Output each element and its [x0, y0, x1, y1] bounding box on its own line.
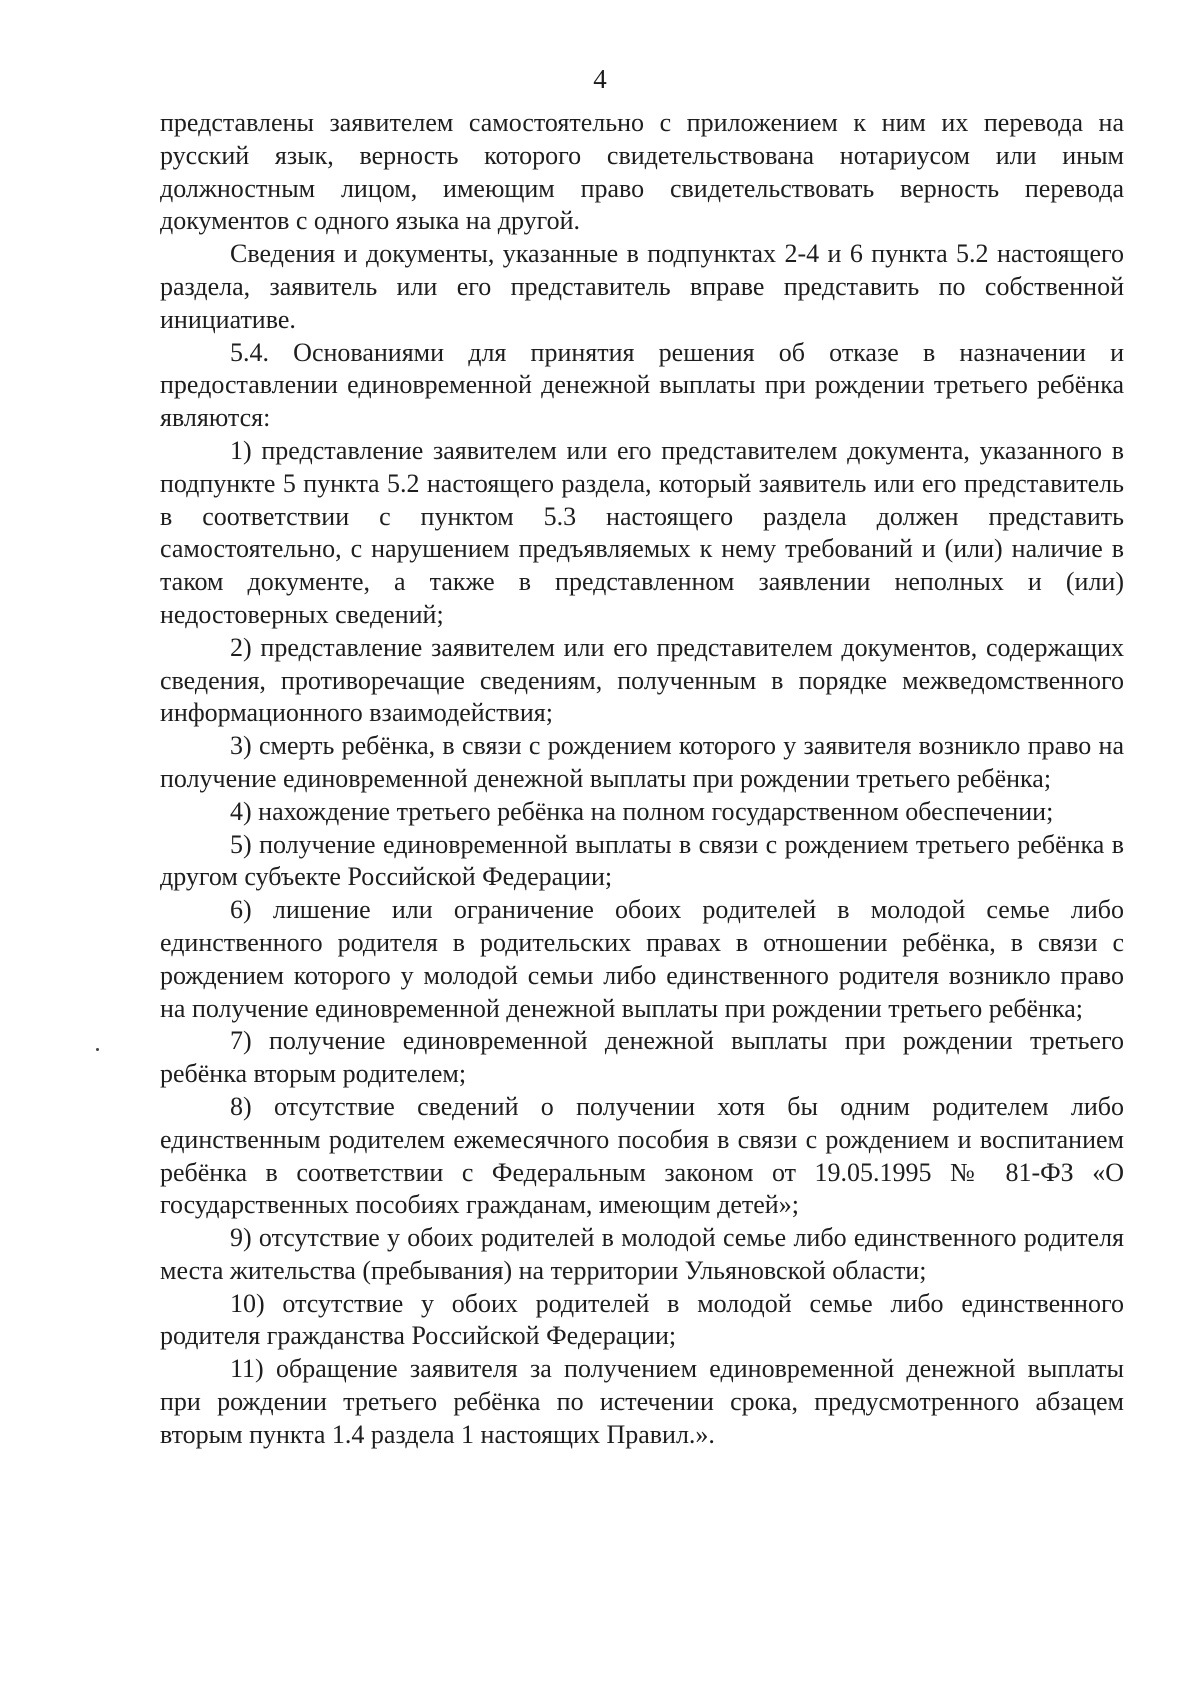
paragraph-info-documents: Сведения и документы, указанные в подпунктах 2-4 и 6 пункта 5.2 настоящего раздела, заявитель или его представитель вправе представить по собственной инициативе. — [160, 239, 1124, 334]
page-number: 4 — [593, 64, 607, 94]
list-item-3: 3) смерть ребёнка, в связи с рождением которого у заявителя возникло право на получение единовременной денежной выплаты при рождении третьего ребёнка; — [160, 731, 1124, 793]
list-item-11: 11) обращение заявителя за получением единовременной денежной выплаты при рождении третьего ребёнка по истечении срока, предусмотренного абзацем вторым пункта 1.4 раздела 1 настоящих Правил.». — [160, 1354, 1124, 1449]
list-item-7: 7) получение единовременной денежной выплаты при рождении третьего ребёнка вторым родителем; — [160, 1026, 1124, 1089]
scan-speck — [96, 1048, 99, 1051]
list-item-9: 9) отсутствие у обоих родителей в молодой семье либо единственного родителя места жительства (пребывания) на территории Ульяновской области; — [160, 1223, 1124, 1285]
list-item-2: 2) представление заявителем или его представителем документов, содержащих сведения, противоречащие сведениям, полученным в порядке межведомственного информационного взаимодействия; — [160, 632, 1124, 728]
list-item-5: 5) получение единовременной выплаты в связи с рождением третьего ребёнка в другом субъекте Российской Федерации; — [160, 829, 1124, 892]
list-item-6: 6) лишение или ограничение обоих родителей в молодой семье либо единственного родителя в родительских правах в отношении ребёнка, в связи с рождением которого у молодой семьи либо единственного родителя возникло право на получение единовременной денежной выплаты при рождении третьего ребёнка; — [160, 895, 1124, 1023]
paragraph-5-4-heading: 5.4. Основаниями для принятия решения об отказе в назначении и предоставлении единовременной денежной выплаты при рождении третьего ребёнка являются: — [160, 337, 1124, 433]
list-item-1: 1) представление заявителем или его представителем документа, указанного в подпункте 5 пункта 5.2 настоящего раздела, который заявитель или его представитель в соответствии с пунктом 5.3 настоящего раздела должен представить самостоятельно, с нарушением предъявляемых к нему требований и (или) наличие в таком документе, а также в представленном заявлении неполных и (или) недостоверных сведений; — [160, 435, 1124, 629]
list-item-4: 4) нахождение третьего ребёнка на полном государственном обеспечении; — [230, 796, 1054, 826]
list-item-8: 8) отсутствие сведений о получении хотя бы одним родителем либо единственным родителем ежемесячного пособия в связи с рождением и воспитанием ребёнка в соответствии с Федеральным законом от 19.05.1995 № 81-ФЗ «О государственных пособиях гражданам, имеющим детей»; — [160, 1091, 1124, 1220]
document-body — [160, 107, 1124, 1452]
paragraph-continuation: представлены заявителем самостоятельно с приложением к ним их перевода на русский язык, верность которого свидетельствована нотариусом или иным должностным лицом, имеющим право свидетельствовать верность перевода документов с одного языка на другой. — [160, 108, 1124, 236]
list-item-10: 10) отсутствие у обоих родителей в молодой семье либо единственного родителя гражданства Российской Федерации; — [160, 1288, 1124, 1351]
